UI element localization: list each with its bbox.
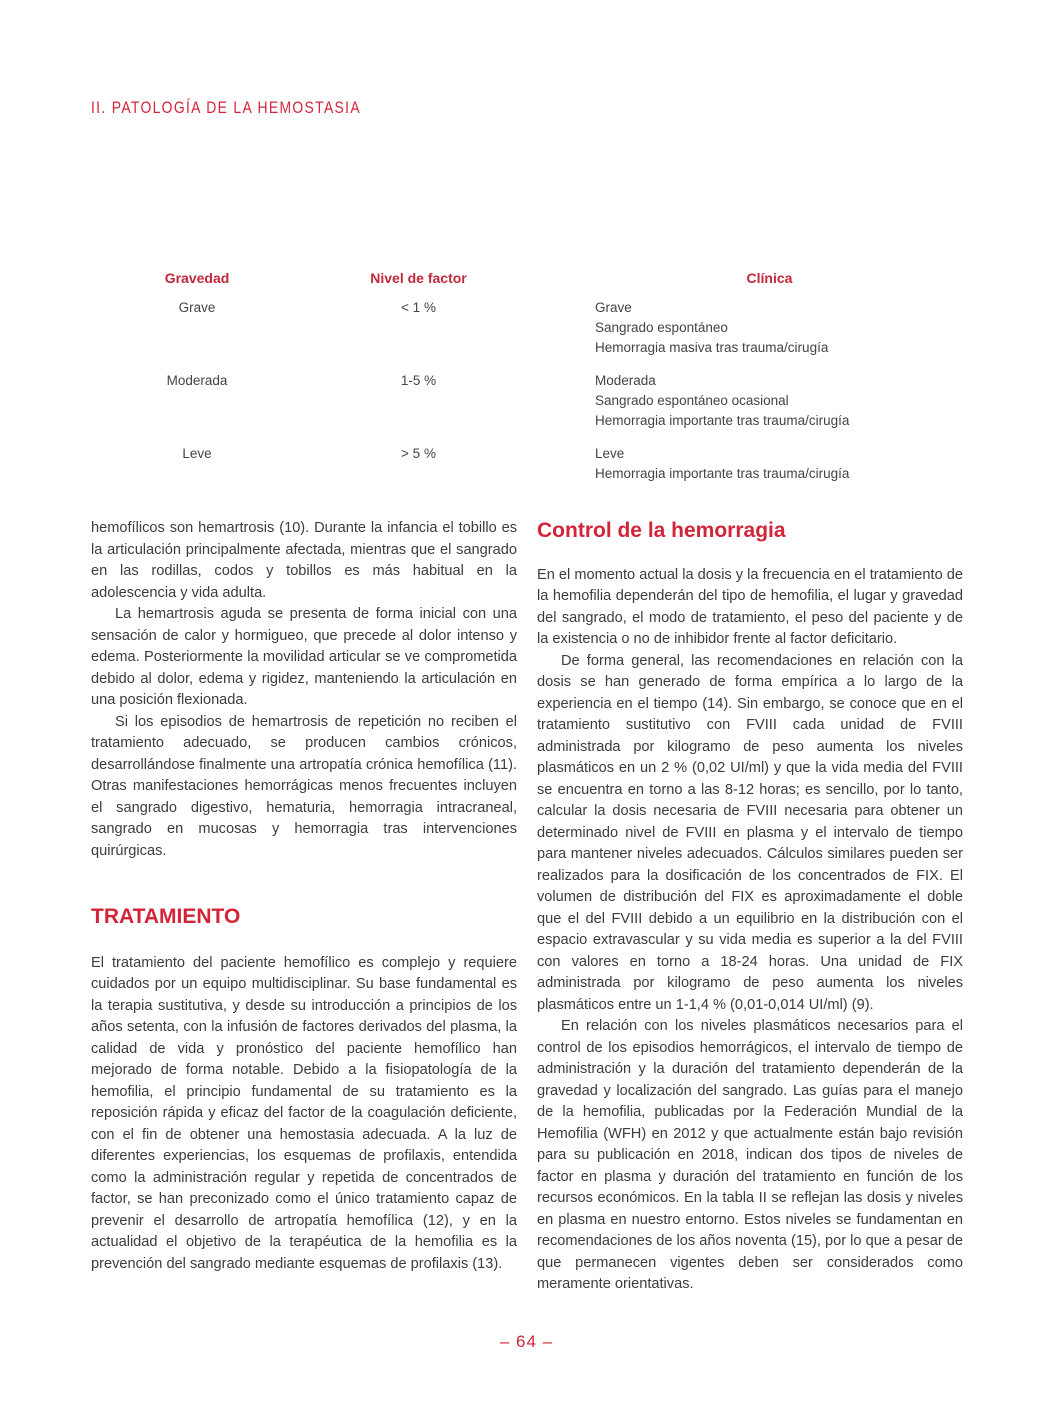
clinica-line: Hemorragia masiva tras trauma/cirugía — [595, 340, 829, 355]
cell-nivel: > 5 % — [401, 446, 436, 461]
cell-gravedad: Leve — [182, 446, 212, 461]
section-heading-tratamiento: TRATAMIENTO — [91, 905, 241, 928]
col-header-nivel: Nivel de factor — [370, 270, 467, 286]
table-header-row — [138, 270, 958, 298]
running-header: II. PATOLOGÍA DE LA HEMOSTASIA — [91, 98, 361, 117]
body-paragraph: En relación con los niveles plasmáticos necesarios para el control de los episodios hemorrágicos, el intervalo de tiempo de administración y la duración del tratamiento dependerán de la gravedad y localización del sangrado. Las guías para el manejo de la hemofilia, publicadas por la Federación Mundial de la Hemofilia (WFH) en 2012 y que actualmente están bajo revisión para su publicación en 2018, indican dos tipos de niveles de factor en plasma y duración del tratamiento en función de los recursos económicos. En la tabla II se reflejan las dosis y niveles en plasma en nuestro entorno. Estos niveles se fundamentan en recomendaciones de los años noventa (15), por lo que a pesar de que permanecen vigentes deben ser considerados como meramente orientativas. — [537, 1018, 963, 1292]
body-paragraph: De forma general, las recomendaciones en relación con la dosis se han generado de forma empírica a lo largo de la experiencia en el tiempo (14). Sin embargo, se conoce que en el tratamiento sustitutivo con FVIII cada unidad de FVIII administrada por kilogramo de peso aumenta los niveles plasmáticos en un 2 % (0,02 UI/ml) y que la vida media del FVIII se encuentra en torno a las 8-12 horas; es sencillo, por lo tanto, calcular la dosis necesaria de FVIII necesaria para obtener un determinado nivel de FVIII en plasma y el intervalo de tiempo para mantener niveles adecuados. Cálculos similares pueden ser realizados para la dosificación de los concentrados de FIX. El volumen de distribución del FIX es aproximadamente el doble que el del FVIII debido a un equilibrio en la distribución con el espacio extravascular y su vida media es superior a la del FVIII con valores en torno a 18-24 horas. Una unidad de FIX administrada por kilogramo de peso aumenta los niveles plasmáticos entre un 1-1,4 % (0,01-0,014 UI/ml) (9). — [537, 652, 963, 1013]
table-row — [138, 371, 958, 444]
body-paragraph: hemofílicos son hemartrosis (10). Durante la infancia el tobillo es la articulación principalmente afectada, mientras que el sangrado en las rodillas, codos y tobillos es más habitual en la adolescencia y vida adulta. — [91, 520, 517, 601]
section-heading-control: Control de la hemorragia — [537, 519, 786, 542]
table-row — [138, 298, 958, 371]
cell-clinica — [581, 444, 958, 497]
cell-nivel: 1-5 % — [400, 373, 437, 388]
cell-clinica — [581, 371, 958, 444]
clinica-line: Moderada — [595, 373, 656, 388]
clinica-line: Sangrado espontáneo ocasional — [595, 393, 789, 408]
body-paragraph: En el momento actual la dosis y la frecuencia en el tratamiento de la hemofilia dependerán del tipo de hemofilia, el lugar y gravedad del sangrado, el modo de tratamiento, el peso del paciente y de la existencia o no de inhibidor frente al factor deficitario. — [537, 566, 963, 647]
body-paragraph: El tratamiento del paciente hemofílico es complejo y requiere cuidados por un equipo multidisciplinar. Su base fundamental es la terapia sustitutiva, y desde su introducción a principios de los años setenta, con la infusión de factores derivados del plasma, la calidad de vida y pronóstico del paciente hemofílico han mejorado de forma notable. Debido a la fisiopatología de la hemofilia, el principio fundamental de su tratamiento es la reposición rápida y eficaz del factor de la coagulación deficiente, con el fin de obtener una hemostasia adecuada. A la luz de diferentes experiencias, los esquemas de profilaxis, entendida como la administración regular y repetida de concentrados de factor, se han preconizado como el único tratamiento capaz de prevenir el desarrollo de artropatía hemofílica (12), y en la actualidad el objetivo de la terapéutica de la hemofilia es la prevención del sangrado mediante esquemas de profilaxis (13). — [91, 954, 517, 1272]
clinica-line: Hemorragia importante tras trauma/cirugía — [595, 466, 850, 481]
right-column — [537, 518, 963, 1296]
col-header-clinica: Clínica — [746, 270, 793, 286]
clinica-line: Grave — [595, 300, 632, 315]
table-row — [138, 444, 958, 497]
clinica-line: Sangrado espontáneo — [595, 320, 728, 335]
clinica-line: Leve — [595, 446, 625, 461]
severity-table — [138, 270, 958, 497]
left-column — [91, 518, 517, 1275]
col-header-gravedad: Gravedad — [164, 270, 230, 286]
cell-nivel: < 1 % — [401, 300, 436, 315]
cell-gravedad: Moderada — [166, 373, 228, 388]
body-paragraph: La hemartrosis aguda se presenta de forma inicial con una sensación de calor y hormigueo, que precede al dolor intenso y edema. Posteriormente la movilidad articular se ve comprometida debido al dolor, edema y rigidez, manteniendo la articulación en una posición flexionada. — [91, 606, 517, 708]
body-paragraph: Si los episodios de hemartrosis de repetición no reciben el tratamiento adecuado, se producen cambios crónicos, desarrollándose finalmente una artropatía crónica hemofílica (11). Otras manifestaciones hemorrágicas menos frecuentes incluyen el sangrado digestivo, hematuria, hemorragia intracraneal, sangrado en mucosas y hemorragia tras intervenciones quirúrgicas. — [91, 713, 517, 859]
cell-gravedad: Grave — [178, 300, 216, 315]
clinica-line: Hemorragia importante tras trauma/cirugía — [595, 413, 850, 428]
cell-clinica — [581, 298, 958, 371]
page-number: – 64 – — [499, 1332, 554, 1351]
